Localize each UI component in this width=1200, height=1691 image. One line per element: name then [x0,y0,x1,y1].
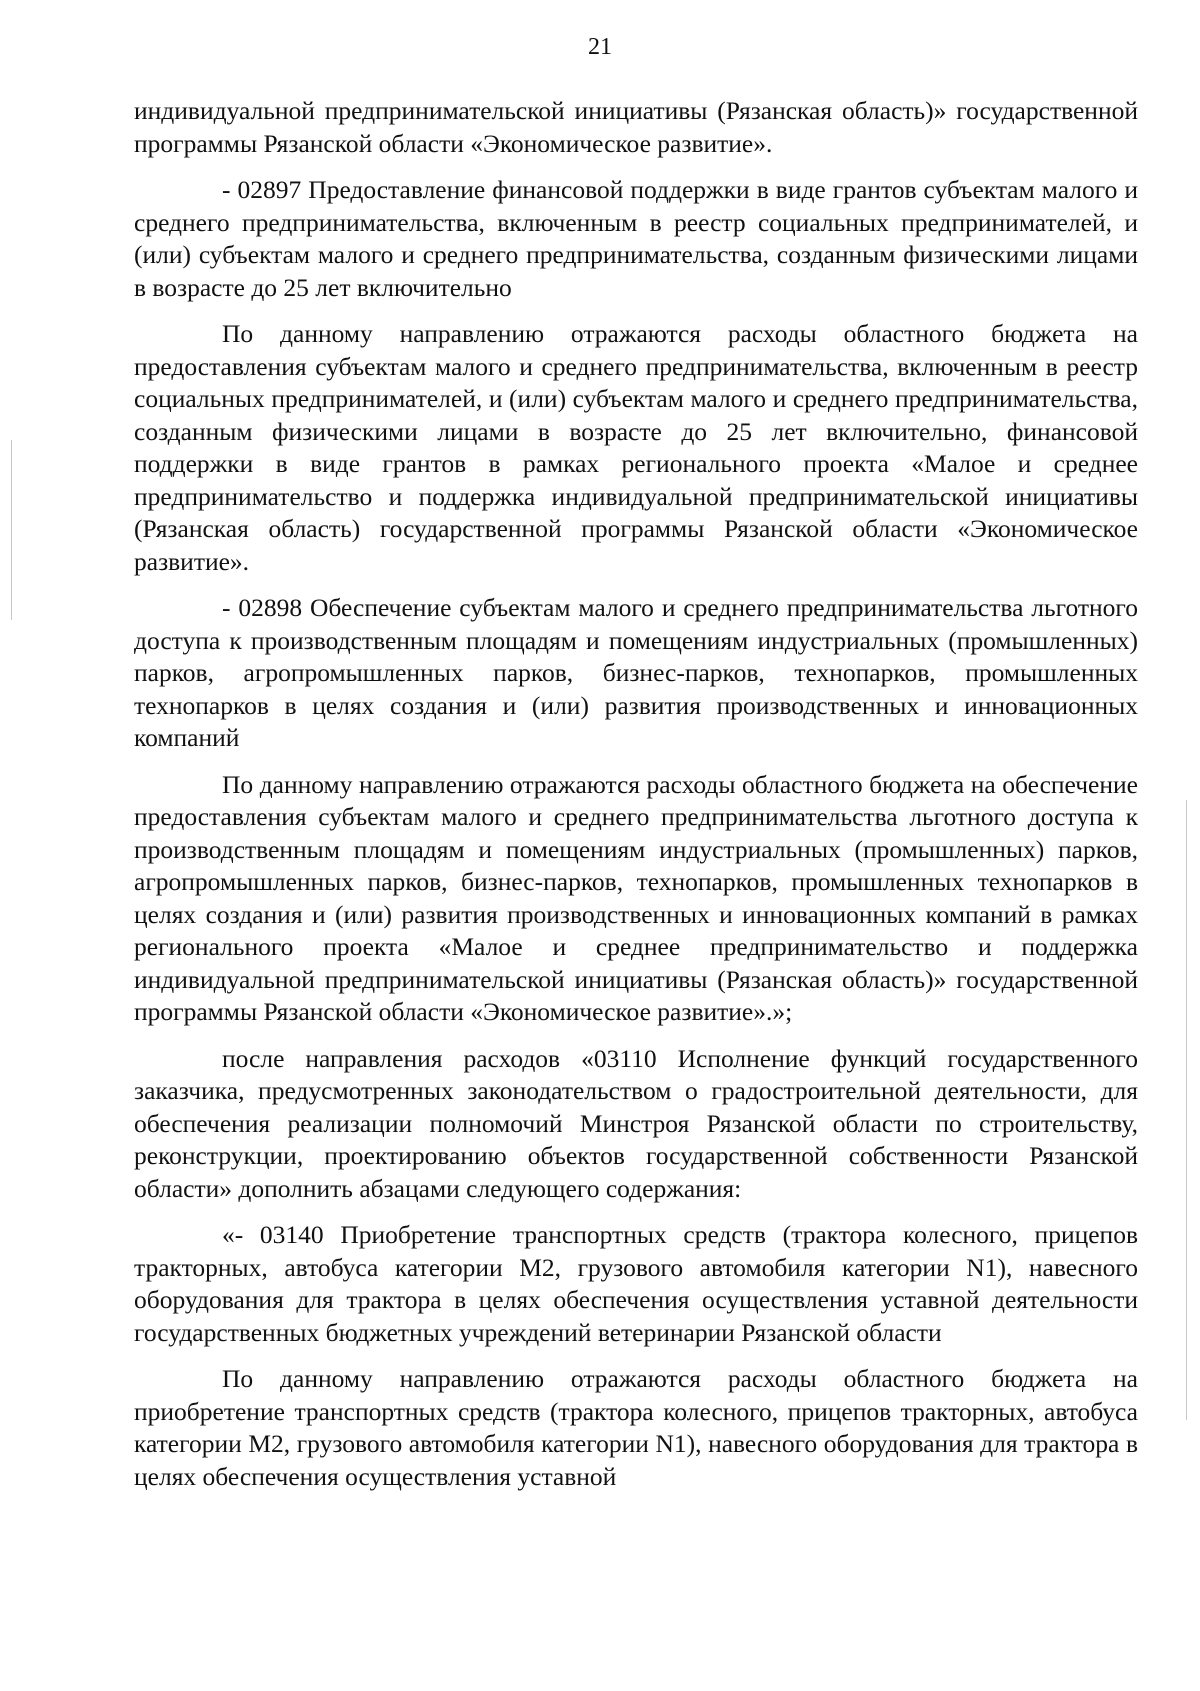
paragraph-03140-description: По данному направлению отражаются расходы областного бюджета на приобретение транспортных средств (трактора колесного, прицепов тракторных, автобуса категории М2, грузового автомобиля категории N1), навесного оборудования для трактора в целях обеспечения осуществления уставной [134,1364,1138,1491]
paragraph-amendment-instruction: после направления расходов «03110 Исполнение функций государственного заказчика, предусмотренных законодательством о градостроительной деятельности, для обеспечения реализации полномочий Минстроя Рязанской области по строительству, реконструкции, проектированию объектов государственной собственности Рязанской области» дополнить абзацами следующего содержания: [134,1043,1138,1203]
paragraph-02898-description: По данному направлению отражаются расходы областного бюджета на обеспечение предоставления субъектам малого и среднего предпринимательства льготного доступа к производственным площадям и помещениям индустриальных (промышленных) парков, агропромышленных парков, бизнес-парков, технопарков, промышленных технопарков в целях создания и (или) развития производственных и инновационных компаний в рамках регионального проекта «Малое и среднее предпринимательство и поддержка индивидуальной предпринимательской инициативы (Рязанская область)» государственной программы Рязанской области «Экономическое развитие».»; [134,769,1138,1026]
paragraph-continuation: индивидуальной предпринимательской инициативы (Рязанская область)» государственной программы Рязанской области «Экономическое развитие». [134,96,1138,158]
paragraph-02897-description: По данному направлению отражаются расходы областного бюджета на предоставления субъектам малого и среднего предпринимательства, включенным в реестр социальных предпринимателей, и (или) субъектам малого и среднего предпринимательства, созданным физическими лицами в возрасте до 25 лет включительно, финансовой поддержки в виде грантов в рамках регионального проекта «Малое и среднее предпринимательство и поддержка индивидуальной предпринимательской инициативы (Рязанская область) государственной программы Рязанской области «Экономическое развитие». [134,319,1138,576]
paragraph-02897-heading: - 02897 Предоставление финансовой поддержки в виде грантов субъектам малого и среднего предпринимательства, включенным в реестр социальных предпринимателей, и (или) субъектам малого и среднего предпринимательства, созданным физическими лицами в возрасте до 25 лет включительно [134,175,1138,302]
document-body [134,95,1138,1493]
scan-edge-mark-right [1186,800,1187,1420]
scan-edge-mark-left [11,440,12,620]
paragraph-02898-heading: - 02898 Обеспечение субъектам малого и среднего предпринимательства льготного доступа к производственным площадям и помещениям индустриальных (промышленных) парков, агропромышленных парков, бизнес-парков, технопарков, промышленных технопарков в целях создания и (или) развития производственных и инновационных компаний [134,593,1138,752]
paragraph-03140-heading: «- 03140 Приобретение транспортных средств (трактора колесного, прицепов тракторных, автобуса категории М2, грузового автомобиля категории N1), навесного оборудования для трактора в целях обеспечения осуществления уставной деятельности государственных бюджетных учреждений ветеринарии Рязанской области [134,1220,1138,1347]
page-number: 21 [588,34,612,60]
